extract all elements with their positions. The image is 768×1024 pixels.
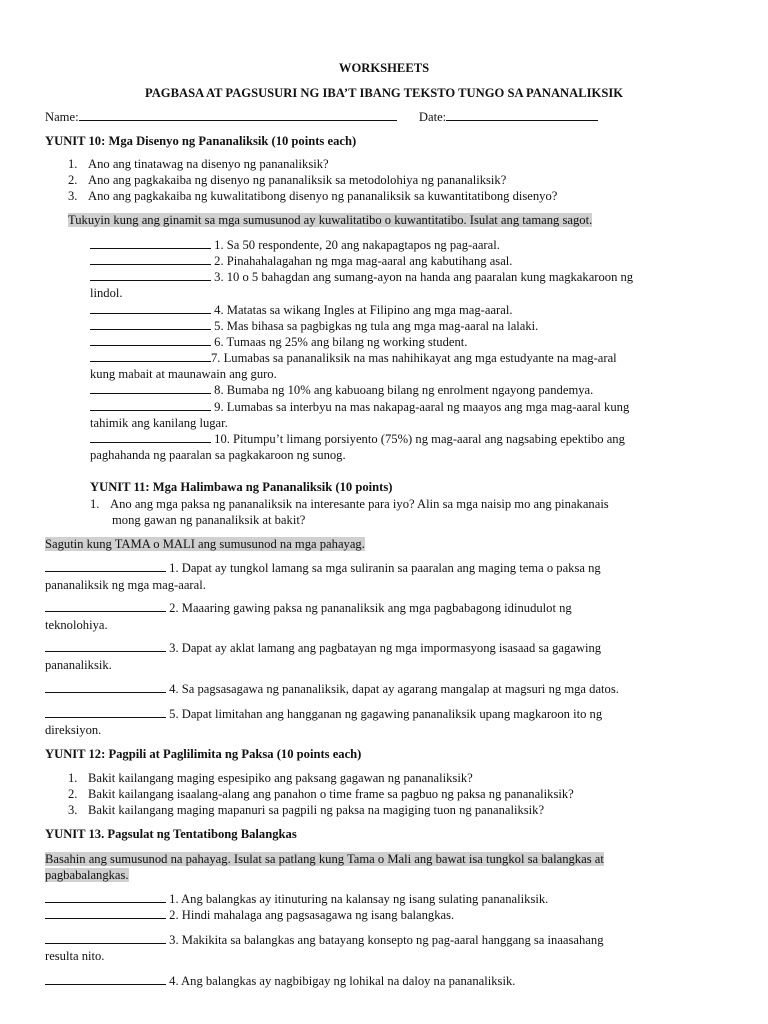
unit10-item-cont: tahimik ang kanilang lugar.	[90, 416, 228, 430]
unit12-question: 3. Bakit kailangang maging mapanuri sa pagpili ng paksa na magiging tuon ng pananaliksik?	[68, 803, 545, 817]
unit11-question-cont: mong gawan ng pananaliksik at bakit?	[112, 513, 306, 527]
unit10-instruction: Tukuyin kung ang ginamit sa mga sumusunod ay kuwalitatibo o kuwantitatibo. Isulat ang tamang sagot.	[68, 213, 593, 227]
unit11-item-cont: direksiyon.	[45, 723, 102, 737]
unit10-item: 9. Lumabas sa interbyu na mas nakapag-aaral ng maayos ang mga mag-aaral kung	[90, 399, 629, 415]
unit11-item: 2. Maaaring gawing paksa ng pananaliksik ang mga pagbabagong idinudulot ng	[45, 600, 572, 616]
page-subtitle: PAGBASA AT PAGSUSURI NG IBA’T IBANG TEKSTO TUNGO SA PANANALIKSIK	[144, 86, 624, 100]
answer-blank[interactable]	[90, 302, 211, 314]
unit11-item: 5. Dapat limitahan ang hangganan ng gagawing pananaliksik upang magkaroon ito ng	[45, 706, 602, 722]
unit13-item: 2. Hindi mahalaga ang pagsasagawa ng isang balangkas.	[45, 907, 454, 923]
unit12-question: 2. Bakit kailangang isaalang-alang ang panahon o time frame sa pagbuo ng paksa ng pananaliksik?	[68, 787, 574, 801]
unit13-instruction: Basahin ang sumusunod na pahayag. Isulat sa patlang kung Tama o Mali ang bawat isa tungkol sa balangkas at	[45, 852, 604, 866]
unit10-item: 2. Pinahahalagahan ng mga mag-aaral ang kabutihang asal.	[90, 253, 512, 269]
unit10-item: 6. Tumaas ng 25% ang bilang ng working student.	[90, 334, 467, 350]
answer-blank[interactable]	[90, 253, 211, 265]
answer-blank[interactable]	[45, 681, 166, 693]
answer-blank[interactable]	[90, 334, 211, 346]
unit10-item: 4. Matatas sa wikang Ingles at Filipino ang mga mag-aaral.	[90, 302, 512, 318]
unit10-item-cont: paghahanda ng paaralan sa pagkakaroon ng sunog.	[90, 448, 346, 462]
unit12-question: 1. Bakit kailangang maging espesipiko ang paksang gagawan ng pananaliksik?	[68, 771, 473, 785]
unit10-item: 1. Sa 50 respondente, 20 ang nakapagtapos ng pag-aaral.	[90, 237, 500, 253]
unit11-item-cont: teknolohiya.	[45, 618, 108, 632]
date-field[interactable]	[446, 109, 598, 121]
unit12-heading: YUNIT 12: Pagpili at Paglilimita ng Paksa (10 points each)	[45, 747, 362, 761]
answer-blank[interactable]	[45, 600, 166, 612]
answer-blank[interactable]	[90, 269, 211, 281]
answer-blank[interactable]	[45, 907, 166, 919]
unit11-item-cont: pananaliksik ng mga mag-aaral.	[45, 578, 206, 592]
unit13-item: 4. Ang balangkas ay nagbibigay ng lohikal na daloy na pananaliksik.	[45, 973, 515, 989]
unit11-item: 3. Dapat ay aklat lamang ang pagbatayan ng mga impormasyong isasaad sa gagawing	[45, 640, 601, 656]
answer-blank[interactable]	[90, 431, 211, 443]
date-label: Date:	[418, 110, 447, 124]
answer-blank[interactable]	[90, 237, 211, 249]
name-label: Name:	[45, 110, 79, 124]
unit11-item: 1. Dapat ay tungkol lamang sa mga suliranin sa paaralan ang maging tema o paksa ng	[45, 560, 601, 576]
answer-blank[interactable]	[90, 350, 211, 362]
unit13-instruction-cont: pagbabalangkas.	[45, 868, 129, 882]
unit10-question: 2. Ano ang pagkakaiba ng disenyo ng pananaliksik sa metodolohiya ng pananaliksik?	[68, 173, 507, 187]
unit10-item: 10. Pitumpu’t limang porsiyento (75%) ng mag-aaral ang nagsabing epektibo ang	[90, 431, 625, 447]
name-date-row	[45, 109, 598, 125]
unit11-heading: YUNIT 11: Mga Halimbawa ng Pananaliksik (10 points)	[90, 480, 393, 494]
answer-blank[interactable]	[45, 891, 166, 903]
unit13-item-cont: resulta nito.	[45, 949, 105, 963]
unit10-item-cont: lindol.	[90, 286, 123, 300]
unit10-question: 1. Ano ang tinatawag na disenyo ng pananaliksik?	[68, 157, 329, 171]
answer-blank[interactable]	[45, 560, 166, 572]
answer-blank[interactable]	[45, 932, 166, 944]
unit11-item-cont: pananaliksik.	[45, 658, 112, 672]
answer-blank[interactable]	[45, 973, 166, 985]
unit10-item: 5. Mas bihasa sa pagbigkas ng tula ang mga mag-aaral na lalaki.	[90, 318, 538, 334]
unit11-instruction: Sagutin kung TAMA o MALI ang sumusunod na mga pahayag.	[45, 537, 365, 551]
unit10-heading: YUNIT 10: Mga Disenyo ng Pananaliksik (10 points each)	[45, 134, 357, 148]
name-field[interactable]	[79, 109, 397, 121]
unit13-item: 3. Makikita sa balangkas ang batayang konsepto ng pag-aaral hanggang sa inaasahang	[45, 932, 604, 948]
unit10-item-cont: kung mabait at maunawain ang guro.	[90, 367, 277, 381]
answer-blank[interactable]	[90, 318, 211, 330]
unit10-question: 3. Ano ang pagkakaiba ng kuwalitatibong disenyo ng pananaliksik sa kuwantitatibong disenyo?	[68, 189, 558, 203]
unit10-item: 8. Bumaba ng 10% ang kabuoang bilang ng enrolment ngayong pandemya.	[90, 382, 593, 398]
answer-blank[interactable]	[90, 399, 211, 411]
unit13-item: 1. Ang balangkas ay itinuturing na kalansay ng isang sulating pananaliksik.	[45, 891, 548, 907]
answer-blank[interactable]	[45, 706, 166, 718]
page-title: WORKSHEETS	[338, 61, 430, 75]
answer-blank[interactable]	[45, 640, 166, 652]
unit10-item: 7. Lumabas sa pananaliksik na mas nahihikayat ang mga estudyante na mag-aral	[90, 350, 617, 366]
answer-blank[interactable]	[90, 382, 211, 394]
unit11-question: 1. Ano ang mga paksa ng pananaliksik na interesante para iyo? Alin sa mga naisip mo ang pinakanais	[90, 497, 609, 511]
unit13-heading: YUNIT 13. Pagsulat ng Tentatibong Balangkas	[45, 827, 297, 841]
unit11-item: 4. Sa pagsasagawa ng pananaliksik, dapat ay agarang mangalap at magsuri ng mga datos.	[45, 681, 619, 697]
unit10-item: 3. 10 o 5 bahagdan ang sumang-ayon na handa ang paaralan kung magkakaroon ng	[90, 269, 633, 285]
